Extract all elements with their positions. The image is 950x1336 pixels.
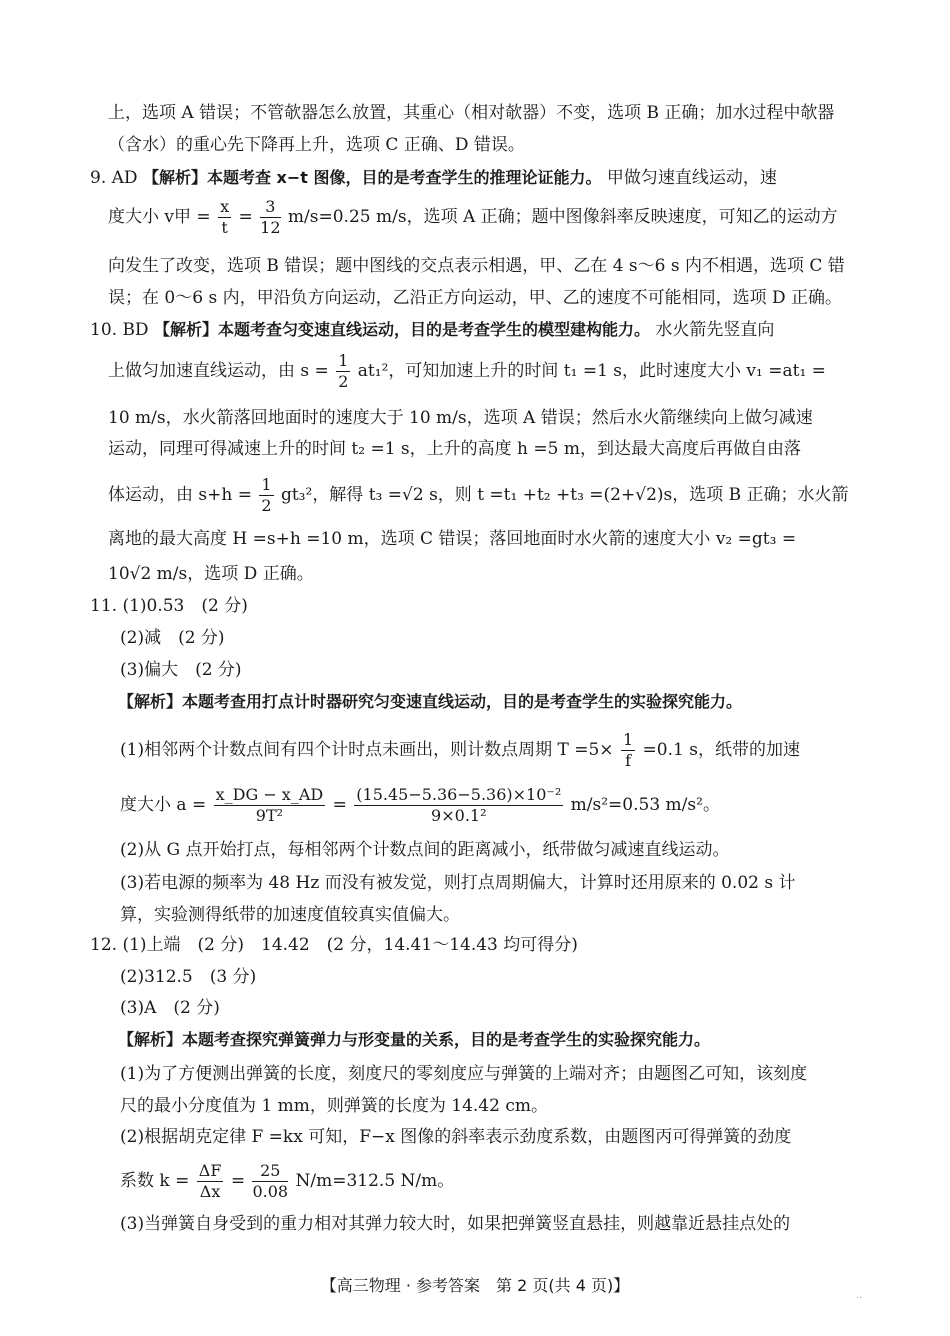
text-segment: 水火箭先竖直向	[655, 320, 775, 340]
answer-line: (2)减 (2 分)	[120, 628, 225, 648]
text-segment: =	[230, 1171, 246, 1191]
fraction	[197, 1161, 224, 1202]
text-line: (2)从 G 点开始打点，每相邻两个计数点间的距离减小，纸带做匀减速直线运动。	[120, 840, 730, 860]
question-number: 10. BD	[90, 320, 149, 340]
numerator: 1	[622, 730, 634, 749]
question-9-header	[90, 166, 777, 190]
fraction	[354, 785, 563, 826]
text-line: (3)若电源的频率为 48 Hz 而没有被发觉，则打点周期偏大，计算时还用原来的 0.02 s 计	[120, 873, 796, 893]
denominator: t	[221, 218, 228, 237]
text-segment: at₁²，可知加速上升的时间 t₁ =1 s，此时速度大小 v₁ =at₁ =	[357, 361, 826, 381]
text-line-with-fraction	[120, 783, 720, 827]
denominator: f	[625, 751, 631, 770]
question-number: 9. AD	[90, 168, 138, 188]
analysis-tag: 【解析】本题考查 x−t 图像，目的是考查学生的推理论证能力。	[142, 168, 602, 187]
fraction	[259, 475, 273, 516]
numerator: 3	[260, 197, 280, 218]
answer-line: 12. (1)上端 (2 分) 14.42 (2 分，14.41～14.43 均可得分)	[90, 935, 578, 955]
text-segment: (1)相邻两个计数点间有四个计时点未画出，则计数点周期 T =5×	[120, 740, 614, 760]
text-line: 运动，同理可得减速上升的时间 t₂ =1 s，上升的高度 h =5 m，到达最大高度后再做自由落	[108, 439, 801, 459]
text-line: （含水）的重心先下降再上升，选项 C 正确、D 错误。	[108, 135, 525, 155]
text-line: 尺的最小分度值为 1 mm，则弹簧的长度为 14.42 cm。	[120, 1096, 548, 1116]
text-line: 算，实验测得纸带的加速度值较真实值偏大。	[120, 905, 460, 925]
text-line-with-fraction	[108, 349, 826, 393]
text-segment: gt₃²，解得 t₃ =√2 s，则 t =t₁ +t₂ +t₃ =(2+√2)s，选项 B 正确；水火箭	[280, 485, 849, 505]
numerator: 1	[261, 475, 272, 494]
numerator: (15.45−5.36−5.36)×10⁻²	[356, 785, 562, 804]
text-segment: =	[238, 207, 253, 227]
text-line-with-fraction	[120, 728, 800, 772]
fraction	[260, 197, 280, 238]
text-line: (3)当弹簧自身受到的重力相对其弹力较大时，如果把弹簧竖直悬挂，则越靠近悬挂点处的	[120, 1214, 791, 1234]
text-line: (2)根据胡克定律 F =kx 可知，F−x 图像的斜率表示劲度系数，由题图丙可得弹簧的劲度	[120, 1127, 792, 1147]
denominator: 2	[338, 372, 349, 391]
denominator: Δx	[199, 1182, 221, 1201]
text-segment: N/m=312.5 N/m。	[295, 1171, 455, 1191]
text-segment: 度大小 v甲 =	[108, 207, 211, 227]
answer-line: 11. (1)0.53 (2 分)	[90, 596, 248, 616]
text-line: 向发生了改变，选项 B 错误；题中图线的交点表示相遇，甲、乙在 4 s～6 s 内不相遇，选项 C 错	[108, 256, 845, 276]
text-line: 误；在 0～6 s 内，甲沿负方向运动，乙沿正方向运动，甲、乙的速度不可能相同，选项 D 正确。	[108, 288, 843, 308]
fraction	[336, 351, 350, 392]
corner-mark: ..	[856, 1290, 863, 1301]
analysis-tag: 【解析】本题考查匀变速直线运动，目的是考查学生的模型建构能力。	[153, 320, 650, 339]
text-line-with-fraction	[108, 473, 849, 517]
analysis-tag: 【解析】本题考查用打点计时器研究匀变速直线运动，目的是考查学生的实验探究能力。	[118, 692, 743, 711]
question-10-header	[90, 318, 774, 342]
fraction	[621, 730, 635, 771]
fraction	[252, 1161, 288, 1202]
text-segment: m/s²=0.53 m/s²。	[570, 795, 720, 815]
text-line: (1)为了方便测出弹簧的长度，刻度尺的零刻度应与弹簧的上端对齐；由题图乙可知，该刻度	[120, 1064, 808, 1084]
text-line: 10 m/s，水火箭落回地面时的速度大于 10 m/s，选项 A 错误；然后水火箭继续向上做匀减速	[108, 408, 813, 428]
denominator: 9×0.1²	[431, 806, 487, 825]
fraction	[218, 197, 231, 238]
text-segment: 上做匀加速直线运动，由 s =	[108, 361, 329, 381]
text-segment: =0.1 s，纸带的加速	[642, 740, 800, 760]
text-line-with-fraction	[120, 1159, 454, 1203]
numerator: x	[220, 197, 230, 216]
answer-line: (3)A (2 分)	[120, 998, 220, 1018]
denominator: 9T²	[255, 806, 284, 825]
text-segment: m/s=0.25 m/s，选项 A 正确；题中图像斜率反映速度，可知乙的运动方	[287, 207, 838, 227]
denominator: 0.08	[252, 1182, 289, 1201]
text-segment: 甲做匀速直线运动，速	[606, 168, 777, 188]
denominator: 2	[261, 496, 272, 515]
numerator: 25	[252, 1161, 288, 1182]
text-line: 上，选项 A 错误；不管欹器怎么放置，其重心（相对欹器）不变，选项 B 正确；加水过程中欹器	[108, 103, 835, 123]
denominator: 12	[260, 218, 281, 237]
text-segment: 度大小 a =	[120, 795, 207, 815]
text-segment: 系数 k =	[120, 1171, 190, 1191]
text-segment: =	[332, 795, 347, 815]
page-footer: 【高三物理 · 参考答案 第 2 页(共 4 页)】	[320, 1276, 630, 1295]
text-line-with-fraction	[108, 195, 838, 239]
text-line: 离地的最大高度 H =s+h =10 m，选项 C 错误；落回地面时水火箭的速度大小 v₂ =gt₃ =	[108, 529, 797, 549]
numerator: ΔF	[198, 1161, 222, 1180]
numerator: x_DG − x_AD	[215, 785, 324, 804]
numerator: 1	[338, 351, 349, 370]
text-line: 10√2 m/s，选项 D 正确。	[108, 564, 314, 584]
fraction	[214, 785, 326, 826]
answer-line: (3)偏大 (2 分)	[120, 660, 242, 680]
analysis-tag: 【解析】本题考查探究弹簧弹力与形变量的关系，目的是考查学生的实验探究能力。	[118, 1030, 711, 1049]
answer-line: (2)312.5 (3 分)	[120, 967, 257, 987]
text-segment: 体运动，由 s+h =	[108, 485, 252, 505]
